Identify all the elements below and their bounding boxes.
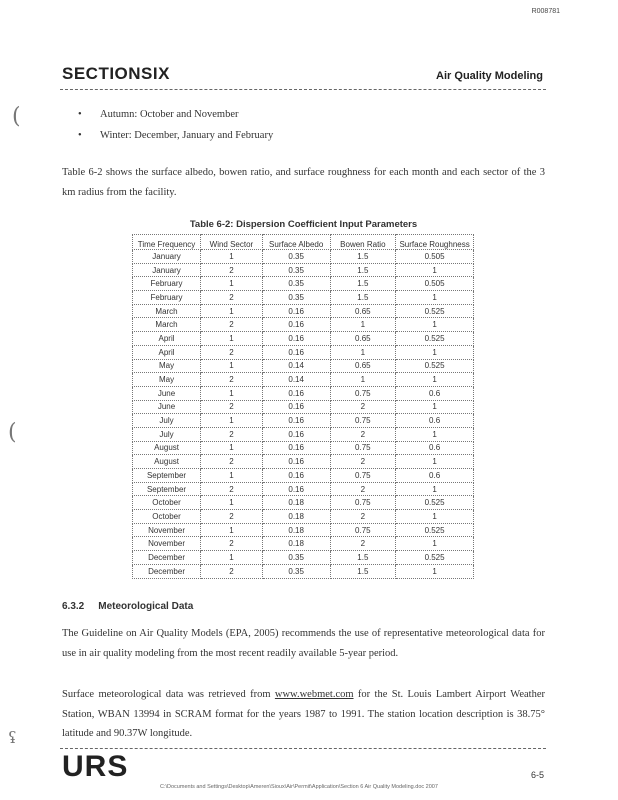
table-row [133,427,474,441]
table-header-row [133,235,474,250]
cell-surface-albedo: 0.18 [262,537,330,551]
cell-time-frequency: June [133,386,201,400]
cell-wind-sector: 1 [201,304,263,318]
section-title: SECTIONSIX [62,64,170,83]
cell-surface-roughness: 0.525 [396,359,474,373]
cell-surface-albedo: 0.35 [262,277,330,291]
cell-time-frequency: June [133,400,201,414]
margin-mark: ʢ [8,728,17,747]
table-row [133,250,474,264]
cell-wind-sector: 1 [201,250,263,264]
cell-bowen-ratio: 2 [330,537,396,551]
cell-bowen-ratio: 1.5 [330,551,396,565]
table-row [133,386,474,400]
cell-surface-roughness: 1 [396,400,474,414]
cell-surface-albedo: 0.35 [262,263,330,277]
cell-time-frequency: February [133,277,201,291]
cell-surface-roughness: 0.525 [396,496,474,510]
cell-wind-sector: 1 [201,332,263,346]
cell-bowen-ratio: 0.65 [330,332,396,346]
cell-wind-sector: 1 [201,277,263,291]
margin-mark: ( [12,104,21,129]
cell-surface-albedo: 0.14 [262,359,330,373]
cell-surface-roughness: 1 [396,455,474,469]
cell-wind-sector: 2 [201,427,263,441]
cell-surface-albedo: 0.16 [262,332,330,346]
cell-time-frequency: August [133,441,201,455]
col-time-frequency: Time Frequency [133,235,201,250]
cell-surface-albedo: 0.16 [262,469,330,483]
cell-surface-roughness: 1 [396,564,474,578]
margin-mark: ( [8,420,17,445]
page-number: 6-5 [530,770,544,780]
cell-surface-roughness: 0.525 [396,332,474,346]
table-row [133,277,474,291]
table-row [133,564,474,578]
cell-wind-sector: 2 [201,291,263,305]
cell-surface-roughness: 1 [396,345,474,359]
cell-bowen-ratio: 0.75 [330,469,396,483]
cell-time-frequency: April [133,332,201,346]
bullet-item: • Winter: December, January and February [78,130,274,141]
cell-wind-sector: 1 [201,414,263,428]
cell-surface-roughness: 1 [396,510,474,524]
cell-wind-sector: 2 [201,345,263,359]
cell-surface-roughness: 0.525 [396,523,474,537]
cell-time-frequency: December [133,551,201,565]
cell-wind-sector: 2 [201,537,263,551]
cell-wind-sector: 2 [201,510,263,524]
cell-bowen-ratio: 1 [330,373,396,387]
col-bowen-ratio: Bowen Ratio [330,235,396,250]
footer-note: C:\Documents and Settings\Desktop\Ameren\Sioux\Air\Permit\Application\Section 6 Air Quality Modeling.doc 2007 [160,784,438,790]
subsection-heading [62,601,207,612]
header-rule [60,89,546,90]
cell-bowen-ratio: 2 [330,482,396,496]
cell-time-frequency: January [133,250,201,264]
table-row [133,332,474,346]
paragraph-guideline: The Guideline on Air Quality Models (EPA, 2005) recommends the use of representative meteorological data for use in air quality modeling from the most recent readily available 5-year period. [62,628,545,659]
cell-surface-albedo: 0.18 [262,523,330,537]
table-row [133,482,474,496]
cell-surface-albedo: 0.16 [262,441,330,455]
cell-wind-sector: 1 [201,523,263,537]
document-id: R008781 [531,8,560,15]
bullet-icon: • [78,130,82,141]
cell-wind-sector: 1 [201,551,263,565]
cell-time-frequency: November [133,537,201,551]
cell-wind-sector: 2 [201,564,263,578]
cell-surface-roughness: 1 [396,482,474,496]
cell-wind-sector: 1 [201,441,263,455]
cell-wind-sector: 2 [201,373,263,387]
table-row [133,291,474,305]
cell-surface-roughness: 0.505 [396,277,474,291]
cell-wind-sector: 2 [201,400,263,414]
cell-bowen-ratio: 0.65 [330,304,396,318]
table-row [133,318,474,332]
cell-surface-roughness: 0.525 [396,551,474,565]
subsection-number: 6.3.2 [62,601,85,612]
cell-surface-albedo: 0.35 [262,291,330,305]
table-row [133,551,474,565]
cell-wind-sector: 1 [201,359,263,373]
table-row [133,455,474,469]
footer-rule [60,748,546,749]
cell-wind-sector: 1 [201,386,263,400]
col-wind-sector: Wind Sector [201,235,263,250]
cell-time-frequency: December [133,564,201,578]
cell-bowen-ratio: 1.5 [330,277,396,291]
table-title: Table 6-2: Dispersion Coefficient Input Parameters [189,219,418,230]
cell-surface-roughness: 1 [396,318,474,332]
cell-surface-albedo: 0.16 [262,482,330,496]
table-row [133,469,474,483]
section-topic: Air Quality Modeling [436,70,543,82]
cell-time-frequency: March [133,304,201,318]
bullet-icon: • [78,109,82,120]
cell-surface-roughness: 1 [396,291,474,305]
table-row [133,510,474,524]
cell-time-frequency: April [133,345,201,359]
bullet-item: • Autumn: October and November [78,109,239,120]
cell-bowen-ratio: 2 [330,455,396,469]
cell-wind-sector: 2 [201,455,263,469]
table-row [133,523,474,537]
cell-bowen-ratio: 1.5 [330,291,396,305]
cell-surface-albedo: 0.35 [262,551,330,565]
cell-bowen-ratio: 0.75 [330,386,396,400]
cell-surface-albedo: 0.16 [262,427,330,441]
cell-surface-roughness: 0.6 [396,441,474,455]
col-surface-albedo: Surface Albedo [262,235,330,250]
webmet-link[interactable]: www.webmet.com [274,689,354,700]
cell-surface-albedo: 0.35 [262,564,330,578]
cell-surface-albedo: 0.18 [262,496,330,510]
cell-surface-albedo: 0.14 [262,373,330,387]
table-row [133,304,474,318]
cell-bowen-ratio: 1 [330,345,396,359]
cell-time-frequency: May [133,359,201,373]
cell-bowen-ratio: 2 [330,400,396,414]
cell-time-frequency: September [133,469,201,483]
table-row [133,537,474,551]
table-row [133,359,474,373]
cell-surface-albedo: 0.18 [262,510,330,524]
intro-paragraph: Table 6-2 shows the surface albedo, bowen ratio, and surface roughness for each month and each sector of the 3 km radius from the facility. [62,167,545,198]
table-row [133,345,474,359]
cell-bowen-ratio: 2 [330,427,396,441]
cell-surface-albedo: 0.16 [262,400,330,414]
cell-time-frequency: July [133,427,201,441]
cell-wind-sector: 1 [201,496,263,510]
subsection-title: Meteorological Data [98,601,194,612]
urs-logo: URS [62,750,129,783]
cell-bowen-ratio: 1.5 [330,263,396,277]
cell-time-frequency: November [133,523,201,537]
table-row [133,373,474,387]
cell-bowen-ratio: 0.75 [330,496,396,510]
coefficient-table [132,234,474,579]
cell-time-frequency: February [133,291,201,305]
cell-surface-roughness: 1 [396,537,474,551]
cell-time-frequency: July [133,414,201,428]
table-row [133,496,474,510]
cell-surface-roughness: 1 [396,373,474,387]
cell-time-frequency: May [133,373,201,387]
cell-bowen-ratio: 0.75 [330,441,396,455]
cell-surface-albedo: 0.16 [262,386,330,400]
cell-surface-roughness: 0.6 [396,469,474,483]
table-row [133,441,474,455]
cell-surface-roughness: 0.6 [396,414,474,428]
cell-time-frequency: October [133,510,201,524]
cell-bowen-ratio: 0.75 [330,523,396,537]
cell-time-frequency: March [133,318,201,332]
table-row [133,414,474,428]
cell-surface-roughness: 1 [396,263,474,277]
cell-time-frequency: January [133,263,201,277]
cell-bowen-ratio: 1.5 [330,564,396,578]
table-row [133,400,474,414]
cell-surface-roughness: 1 [396,427,474,441]
cell-surface-albedo: 0.16 [262,455,330,469]
col-surface-roughness: Surface Roughness [396,235,474,250]
cell-wind-sector: 2 [201,318,263,332]
cell-time-frequency: September [133,482,201,496]
cell-bowen-ratio: 0.65 [330,359,396,373]
cell-bowen-ratio: 1 [330,318,396,332]
cell-surface-roughness: 0.505 [396,250,474,264]
cell-wind-sector: 1 [201,469,263,483]
cell-bowen-ratio: 0.75 [330,414,396,428]
cell-surface-albedo: 0.16 [262,304,330,318]
cell-surface-albedo: 0.16 [262,414,330,428]
cell-wind-sector: 2 [201,482,263,496]
cell-time-frequency: October [133,496,201,510]
cell-surface-roughness: 0.525 [396,304,474,318]
paragraph-surface-data: Surface meteorological data was retrieved from www.webmet.com for the St. Louis Lambert Airport Weather Station, WBAN 13994 in SCRAM format for the years 1987 to 1991. The station location description is 38.75° latitude and 90.37W longitude. [62,689,546,739]
cell-bowen-ratio: 1.5 [330,250,396,264]
cell-surface-albedo: 0.16 [262,345,330,359]
cell-wind-sector: 2 [201,263,263,277]
cell-surface-albedo: 0.35 [262,250,330,264]
table-row [133,263,474,277]
cell-time-frequency: August [133,455,201,469]
cell-surface-albedo: 0.16 [262,318,330,332]
cell-bowen-ratio: 2 [330,510,396,524]
cell-surface-roughness: 0.6 [396,386,474,400]
